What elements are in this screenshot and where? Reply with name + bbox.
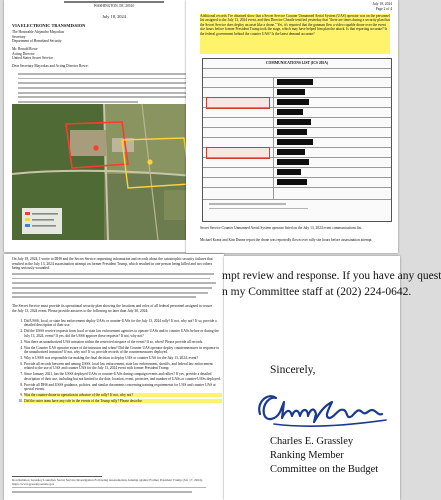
- annotation-box: [206, 97, 270, 109]
- recipient-title: Acting Director: [12, 51, 35, 56]
- form-row-divider: [203, 87, 391, 88]
- question-item: 8. Provide all DHS and USSS guidance, policies, and similar documents concerning training requirements for UAS and counter UAS at special events.: [24, 383, 222, 392]
- legend-text-line: [32, 219, 54, 221]
- question-item: 3. Was there an unauthorized UAS intrusion within the restricted airspace of the event? If so, when? Please provide all records.: [24, 340, 222, 344]
- highlighted-paragraph: Additional records I've obtained show that a Secret Service Counter Unmanned Aerial System (UAS) operator was on the personnel list assigned to the July 13, 2024 event, and then Director Cheatle testified yesterday that "there are times during a security plan that the Secret Service does deploy an asset like a drone." Yet, it's reported that the gunman flew a video capable drone over the event site hours before former President Trump took the stage, which may have helped him plan the attack. Is that reporting accurate? Is the federal government behind the counter UAS? Is the latest demand accurate?: [200, 14, 390, 54]
- question-item: 4. Was the Counter UAS operator aware of the intrusion and when? Did the Counter UAS operator deploy countermeasures in response to the unauthorized intrusion? If not, why not? If so, provide records of the countermeasures deployed.: [24, 346, 222, 355]
- question-item: 5. Why is USSS was responsible for making the final decision to deploy UAS or counter UAS for the July 13, 2024, event?: [24, 356, 222, 360]
- form-row-divider: [203, 68, 391, 69]
- closing-paragraph-line: mpt review and response. If you have any quest: [222, 270, 441, 282]
- letter-page-2: [186, 0, 398, 253]
- footnote: Secret Service Counter Unmanned Aerial System operator listed on the July 13, 2024 event communications list.: [200, 226, 363, 230]
- question-item-highlighted: 9. Was the counter-drone in operation in advance of the rally? If not, why not?: [24, 393, 222, 397]
- legend-swatch: [25, 218, 30, 221]
- letter-date: July 18, 2024: [102, 14, 126, 19]
- recipient-department: Department of Homeland Security: [12, 39, 62, 43]
- signer-name: Charles E. Grassley: [270, 436, 354, 447]
- question-item: 6. Provide all records between and among USSS, local law enforcement, state law enforcement, sheriffs, and federal law enforcement related to the use of UAS and counter UAS for the July 13, 2024 event with former President Trump.: [24, 362, 222, 371]
- question-item: 7. Since January 2021, has the USSS deployed UASs or counter-UASs during campaign events and rallies? If yes, provide a detailed description of their use, including but not limited to the date, location, event, protectee, and number of UASs or counter-UASs deployed.: [24, 372, 222, 381]
- redaction-bar: [277, 159, 309, 165]
- recipient-title: Secretary: [12, 34, 26, 39]
- form-row-divider: [203, 117, 391, 118]
- form-row-divider: [203, 167, 391, 168]
- question-item: 2. Did the USSS receive requests from local or state law enforcement agencies to operate UASs and/or counter UASs before or during the July 13, 2024, event? If yes, did the USSS approve these requests? If not, why not?: [24, 329, 222, 338]
- request-paragraph: The Secret Service must provide its operational security plan showing the locations and roles of all federal personnel assigned to secure the July 13, 2024 event. Please provide answers to the following no later than July 30, 2024:: [12, 304, 213, 313]
- redaction-bar: [277, 109, 303, 115]
- recipient-name: Mr. Ronald Rowe: [12, 47, 38, 51]
- body-paragraph-lines: [12, 273, 216, 301]
- signature-underline: [274, 420, 386, 426]
- recipient-name: The Honorable Alejandro Mayorkas: [12, 30, 64, 34]
- footnote-rule: [12, 476, 102, 477]
- annotation-box: [206, 147, 270, 159]
- question-item-highlighted: 10. Did the outer team have any role in the events of the Trump rally? Please describe.: [24, 399, 222, 403]
- redaction-bar: [277, 139, 313, 145]
- redaction-bar: [277, 129, 307, 135]
- signer-title: Ranking Member: [270, 450, 344, 461]
- form-row-divider: [203, 137, 391, 138]
- salutation: Dear Secretary Mayorkas and Acting Director Rowe:: [12, 64, 89, 68]
- building-block: [70, 130, 106, 156]
- form-row-divider: [203, 199, 391, 200]
- page-header-number: Page 2 of 4: [375, 6, 392, 11]
- communications-list-form: [202, 58, 392, 222]
- form-row-divider: [203, 127, 391, 128]
- intro-paragraph: On July 18, 2024, I wrote to DHS and the Secret Service requesting information and records about the catastrophic security failures that resulted in the July 13, 2024 assassination attempt on former President Trump, which resulted in one person being killed and two others being seriously wounded.: [12, 257, 213, 271]
- footnote: Ron Rabinov, Grassley Launches Secret Service Investigation Following Assassination Attempt against Former President Trump (Jul. 17, 2024), https://www.grassley.senate.gov: [12, 478, 203, 486]
- redaction-bar: [277, 179, 307, 185]
- legend-swatch: [25, 212, 30, 215]
- location-marker: [93, 145, 98, 150]
- legend-swatch: [25, 224, 30, 227]
- redaction-bar: [277, 99, 309, 105]
- form-footer-lines: [209, 203, 319, 212]
- letter-page-closing: [222, 256, 441, 500]
- closing-contact-line: n my Committee staff at (202) 224-0642.: [222, 286, 412, 298]
- letter-page-3: [4, 254, 224, 500]
- transmission-line: VIA ELECTRONIC TRANSMISSION: [12, 23, 86, 28]
- footnote-lines: [12, 487, 216, 496]
- location-marker: [147, 159, 152, 164]
- form-row-divider: [203, 77, 391, 78]
- form-title: COMMUNICATIONS LIST (ICS 205A): [265, 61, 329, 65]
- redaction-bar: [277, 89, 305, 95]
- footnote: Michael Kranz and Kim Dunne report the drone was reportedly flown over rally site hours before assassination attempt.: [200, 238, 373, 242]
- form-row-divider: [203, 177, 391, 178]
- signature-stroke: [259, 396, 382, 422]
- signature-image: [254, 384, 392, 432]
- page-header-date: July 18, 2024: [372, 2, 392, 6]
- letterhead-rule: [64, 1, 164, 3]
- legend-text-line: [32, 225, 56, 227]
- signer-committee: Committee on the Budget: [270, 464, 379, 475]
- redaction-bar: [277, 119, 311, 125]
- redaction-bar: [277, 79, 313, 85]
- question-item: 1. Did USSS, local, or state law enforcement deploy UASs or counter-UASs for the July 13, 2024 rally? If not, why not? If so, provide a detailed description of their use.: [24, 319, 222, 328]
- redaction-bar: [277, 149, 305, 155]
- redaction-bar: [277, 169, 301, 175]
- legend-text-line: [32, 213, 58, 215]
- recipient-department: United States Secret Service: [12, 56, 53, 60]
- question-list: [12, 319, 222, 405]
- closing-salutation: Sincerely,: [270, 364, 316, 376]
- form-column-divider: [273, 77, 274, 199]
- form-row-divider: [203, 187, 391, 188]
- letterhead-address: WASHINGTON, DC 20510: [93, 4, 135, 8]
